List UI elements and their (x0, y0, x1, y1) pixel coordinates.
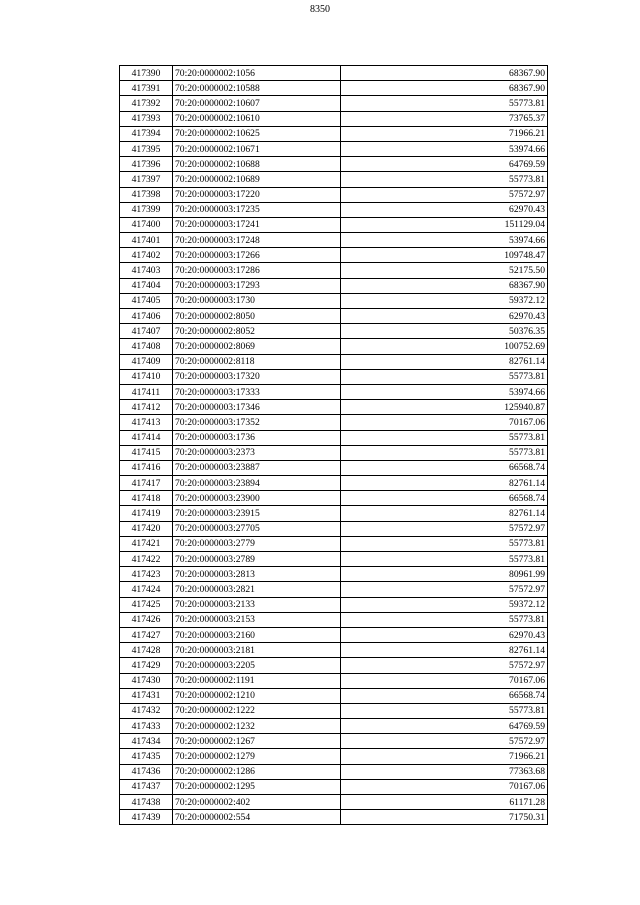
value-cell: 59372.12 (341, 293, 548, 308)
row-id-cell: 417428 (120, 643, 173, 658)
table-row (120, 521, 548, 536)
cadastral-number-cell: 70:20:0000003:17352 (173, 415, 341, 430)
value-cell: 82761.14 (341, 506, 548, 521)
value-cell: 66568.74 (341, 688, 548, 703)
row-id-cell: 417420 (120, 521, 173, 536)
cadastral-number-cell: 70:20:0000002:1232 (173, 719, 341, 734)
value-cell: 55773.81 (341, 172, 548, 187)
value-cell: 66568.74 (341, 460, 548, 475)
table-row (120, 460, 548, 475)
value-cell: 71750.31 (341, 810, 548, 825)
value-cell: 62970.43 (341, 627, 548, 642)
row-id-cell: 417409 (120, 354, 173, 369)
cadastral-number-cell: 70:20:0000003:17235 (173, 202, 341, 217)
cadastral-number-cell: 70:20:0000003:27705 (173, 521, 341, 536)
row-id-cell: 417402 (120, 248, 173, 263)
cadastral-number-cell: 70:20:0000002:1295 (173, 779, 341, 794)
row-id-cell: 417431 (120, 688, 173, 703)
value-cell: 70167.06 (341, 673, 548, 688)
table-row (120, 703, 548, 718)
row-id-cell: 417421 (120, 536, 173, 551)
row-id-cell: 417399 (120, 202, 173, 217)
cadastral-number-cell: 70:20:0000002:554 (173, 810, 341, 825)
value-cell: 53974.66 (341, 384, 548, 399)
table-row (120, 384, 548, 399)
value-cell: 57572.97 (341, 521, 548, 536)
page-number: 8350 (310, 4, 330, 15)
table-row (120, 643, 548, 658)
row-id-cell: 417417 (120, 476, 173, 491)
table-row (120, 506, 548, 521)
value-cell: 82761.14 (341, 354, 548, 369)
cadastral-number-cell: 70:20:0000003:23894 (173, 476, 341, 491)
cadastral-number-cell: 70:20:0000003:17220 (173, 187, 341, 202)
value-cell: 55773.81 (341, 612, 548, 627)
table-row (120, 96, 548, 111)
registry-table-body (120, 66, 548, 825)
table-row (120, 430, 548, 445)
value-cell: 59372.12 (341, 597, 548, 612)
row-id-cell: 417407 (120, 324, 173, 339)
table-row (120, 263, 548, 278)
value-cell: 55773.81 (341, 96, 548, 111)
value-cell: 55773.81 (341, 369, 548, 384)
row-id-cell: 417398 (120, 187, 173, 202)
cadastral-number-cell: 70:20:0000003:17241 (173, 217, 341, 232)
row-id-cell: 417422 (120, 552, 173, 567)
cadastral-number-cell: 70:20:0000003:2181 (173, 643, 341, 658)
value-cell: 55773.81 (341, 703, 548, 718)
row-id-cell: 417438 (120, 795, 173, 810)
cadastral-number-cell: 70:20:0000003:2779 (173, 536, 341, 551)
cadastral-number-cell: 70:20:0000003:17320 (173, 369, 341, 384)
value-cell: 151129.04 (341, 217, 548, 232)
value-cell: 68367.90 (341, 66, 548, 81)
table-row (120, 233, 548, 248)
table-row (120, 400, 548, 415)
row-id-cell: 417411 (120, 384, 173, 399)
cadastral-number-cell: 70:20:0000003:17346 (173, 400, 341, 415)
row-id-cell: 417405 (120, 293, 173, 308)
row-id-cell: 417432 (120, 703, 173, 718)
row-id-cell: 417419 (120, 506, 173, 521)
cadastral-number-cell: 70:20:0000003:17266 (173, 248, 341, 263)
cadastral-number-cell: 70:20:0000003:23900 (173, 491, 341, 506)
value-cell: 82761.14 (341, 643, 548, 658)
cadastral-number-cell: 70:20:0000002:10607 (173, 96, 341, 111)
table-row (120, 734, 548, 749)
table-row (120, 217, 548, 232)
row-id-cell: 417397 (120, 172, 173, 187)
table-row (120, 293, 548, 308)
cadastral-number-cell: 70:20:0000003:1736 (173, 430, 341, 445)
table-row (120, 126, 548, 141)
row-id-cell: 417401 (120, 233, 173, 248)
row-id-cell: 417391 (120, 81, 173, 96)
row-id-cell: 417403 (120, 263, 173, 278)
table-row (120, 202, 548, 217)
value-cell: 57572.97 (341, 582, 548, 597)
row-id-cell: 417426 (120, 612, 173, 627)
value-cell: 100752.69 (341, 339, 548, 354)
cadastral-number-cell: 70:20:0000002:8069 (173, 339, 341, 354)
cadastral-number-cell: 70:20:0000003:17293 (173, 278, 341, 293)
value-cell: 71966.21 (341, 126, 548, 141)
table-row (120, 688, 548, 703)
row-id-cell: 417412 (120, 400, 173, 415)
cadastral-number-cell: 70:20:0000003:2160 (173, 627, 341, 642)
table-row (120, 597, 548, 612)
table-row (120, 81, 548, 96)
value-cell: 109748.47 (341, 248, 548, 263)
cadastral-number-cell: 70:20:0000002:1286 (173, 764, 341, 779)
table-row (120, 612, 548, 627)
cadastral-number-cell: 70:20:0000002:10688 (173, 157, 341, 172)
value-cell: 53974.66 (341, 233, 548, 248)
row-id-cell: 417390 (120, 66, 173, 81)
cadastral-number-cell: 70:20:0000002:8118 (173, 354, 341, 369)
cadastral-number-cell: 70:20:0000003:2205 (173, 658, 341, 673)
row-id-cell: 417425 (120, 597, 173, 612)
row-id-cell: 417413 (120, 415, 173, 430)
table-row (120, 157, 548, 172)
table-row (120, 369, 548, 384)
value-cell: 57572.97 (341, 658, 548, 673)
row-id-cell: 417424 (120, 582, 173, 597)
table-row (120, 810, 548, 825)
table-row (120, 141, 548, 156)
table-row (120, 354, 548, 369)
cadastral-number-cell: 70:20:0000002:10625 (173, 126, 341, 141)
value-cell: 68367.90 (341, 278, 548, 293)
cadastral-number-cell: 70:20:0000002:1191 (173, 673, 341, 688)
cadastral-number-cell: 70:20:0000003:2813 (173, 567, 341, 582)
table-row (120, 476, 548, 491)
table-row (120, 673, 548, 688)
row-id-cell: 417430 (120, 673, 173, 688)
row-id-cell: 417415 (120, 445, 173, 460)
row-id-cell: 417410 (120, 369, 173, 384)
cadastral-number-cell: 70:20:0000002:1210 (173, 688, 341, 703)
value-cell: 66568.74 (341, 491, 548, 506)
row-id-cell: 417406 (120, 309, 173, 324)
cadastral-number-cell: 70:20:0000003:23915 (173, 506, 341, 521)
value-cell: 77363.68 (341, 764, 548, 779)
cadastral-number-cell: 70:20:0000003:2821 (173, 582, 341, 597)
cadastral-number-cell: 70:20:0000003:1730 (173, 293, 341, 308)
table-row (120, 278, 548, 293)
cadastral-number-cell: 70:20:0000003:23887 (173, 460, 341, 475)
value-cell: 68367.90 (341, 81, 548, 96)
row-id-cell: 417408 (120, 339, 173, 354)
cadastral-number-cell: 70:20:0000003:17333 (173, 384, 341, 399)
table-row (120, 66, 548, 81)
row-id-cell: 417400 (120, 217, 173, 232)
row-id-cell: 417435 (120, 749, 173, 764)
table-row (120, 749, 548, 764)
row-id-cell: 417434 (120, 734, 173, 749)
row-id-cell: 417394 (120, 126, 173, 141)
table-row (120, 248, 548, 263)
cadastral-number-cell: 70:20:0000003:2373 (173, 445, 341, 460)
table-row (120, 445, 548, 460)
cadastral-number-cell: 70:20:0000002:8050 (173, 309, 341, 324)
value-cell: 70167.06 (341, 779, 548, 794)
cadastral-number-cell: 70:20:0000003:2153 (173, 612, 341, 627)
table-row (120, 536, 548, 551)
value-cell: 57572.97 (341, 187, 548, 202)
row-id-cell: 417396 (120, 157, 173, 172)
table-row (120, 719, 548, 734)
value-cell: 62970.43 (341, 202, 548, 217)
row-id-cell: 417436 (120, 764, 173, 779)
cadastral-number-cell: 70:20:0000002:8052 (173, 324, 341, 339)
row-id-cell: 417395 (120, 141, 173, 156)
value-cell: 55773.81 (341, 552, 548, 567)
cadastral-number-cell: 70:20:0000002:1222 (173, 703, 341, 718)
row-id-cell: 417427 (120, 627, 173, 642)
cadastral-number-cell: 70:20:0000002:402 (173, 795, 341, 810)
row-id-cell: 417439 (120, 810, 173, 825)
cadastral-number-cell: 70:20:0000002:10610 (173, 111, 341, 126)
table-row (120, 111, 548, 126)
table-row (120, 324, 548, 339)
value-cell: 64769.59 (341, 157, 548, 172)
value-cell: 52175.50 (341, 263, 548, 278)
row-id-cell: 417404 (120, 278, 173, 293)
row-id-cell: 417437 (120, 779, 173, 794)
value-cell: 55773.81 (341, 430, 548, 445)
cadastral-number-cell: 70:20:0000002:10588 (173, 81, 341, 96)
row-id-cell: 417392 (120, 96, 173, 111)
registry-table (119, 65, 548, 825)
row-id-cell: 417416 (120, 460, 173, 475)
row-id-cell: 417433 (120, 719, 173, 734)
value-cell: 55773.81 (341, 536, 548, 551)
cadastral-number-cell: 70:20:0000002:1056 (173, 66, 341, 81)
table-row (120, 764, 548, 779)
value-cell: 64769.59 (341, 719, 548, 734)
table-row (120, 658, 548, 673)
table-row (120, 567, 548, 582)
table-row (120, 627, 548, 642)
row-id-cell: 417423 (120, 567, 173, 582)
cadastral-number-cell: 70:20:0000002:10689 (173, 172, 341, 187)
table-row (120, 187, 548, 202)
cadastral-number-cell: 70:20:0000002:1267 (173, 734, 341, 749)
table-row (120, 172, 548, 187)
table-row (120, 779, 548, 794)
row-id-cell: 417429 (120, 658, 173, 673)
value-cell: 50376.35 (341, 324, 548, 339)
value-cell: 62970.43 (341, 309, 548, 324)
table-row (120, 415, 548, 430)
value-cell: 82761.14 (341, 476, 548, 491)
table-row (120, 552, 548, 567)
table-row (120, 309, 548, 324)
cadastral-number-cell: 70:20:0000002:1279 (173, 749, 341, 764)
value-cell: 71966.21 (341, 749, 548, 764)
cadastral-number-cell: 70:20:0000003:2789 (173, 552, 341, 567)
value-cell: 55773.81 (341, 445, 548, 460)
table-row (120, 339, 548, 354)
row-id-cell: 417418 (120, 491, 173, 506)
value-cell: 61171.28 (341, 795, 548, 810)
value-cell: 70167.06 (341, 415, 548, 430)
cadastral-number-cell: 70:20:0000002:10671 (173, 141, 341, 156)
value-cell: 73765.37 (341, 111, 548, 126)
table-row (120, 491, 548, 506)
value-cell: 57572.97 (341, 734, 548, 749)
value-cell: 125940.87 (341, 400, 548, 415)
value-cell: 80961.99 (341, 567, 548, 582)
value-cell: 53974.66 (341, 141, 548, 156)
cadastral-number-cell: 70:20:0000003:2133 (173, 597, 341, 612)
row-id-cell: 417414 (120, 430, 173, 445)
cadastral-number-cell: 70:20:0000003:17248 (173, 233, 341, 248)
row-id-cell: 417393 (120, 111, 173, 126)
cadastral-number-cell: 70:20:0000003:17286 (173, 263, 341, 278)
table-row (120, 582, 548, 597)
table-row (120, 795, 548, 810)
